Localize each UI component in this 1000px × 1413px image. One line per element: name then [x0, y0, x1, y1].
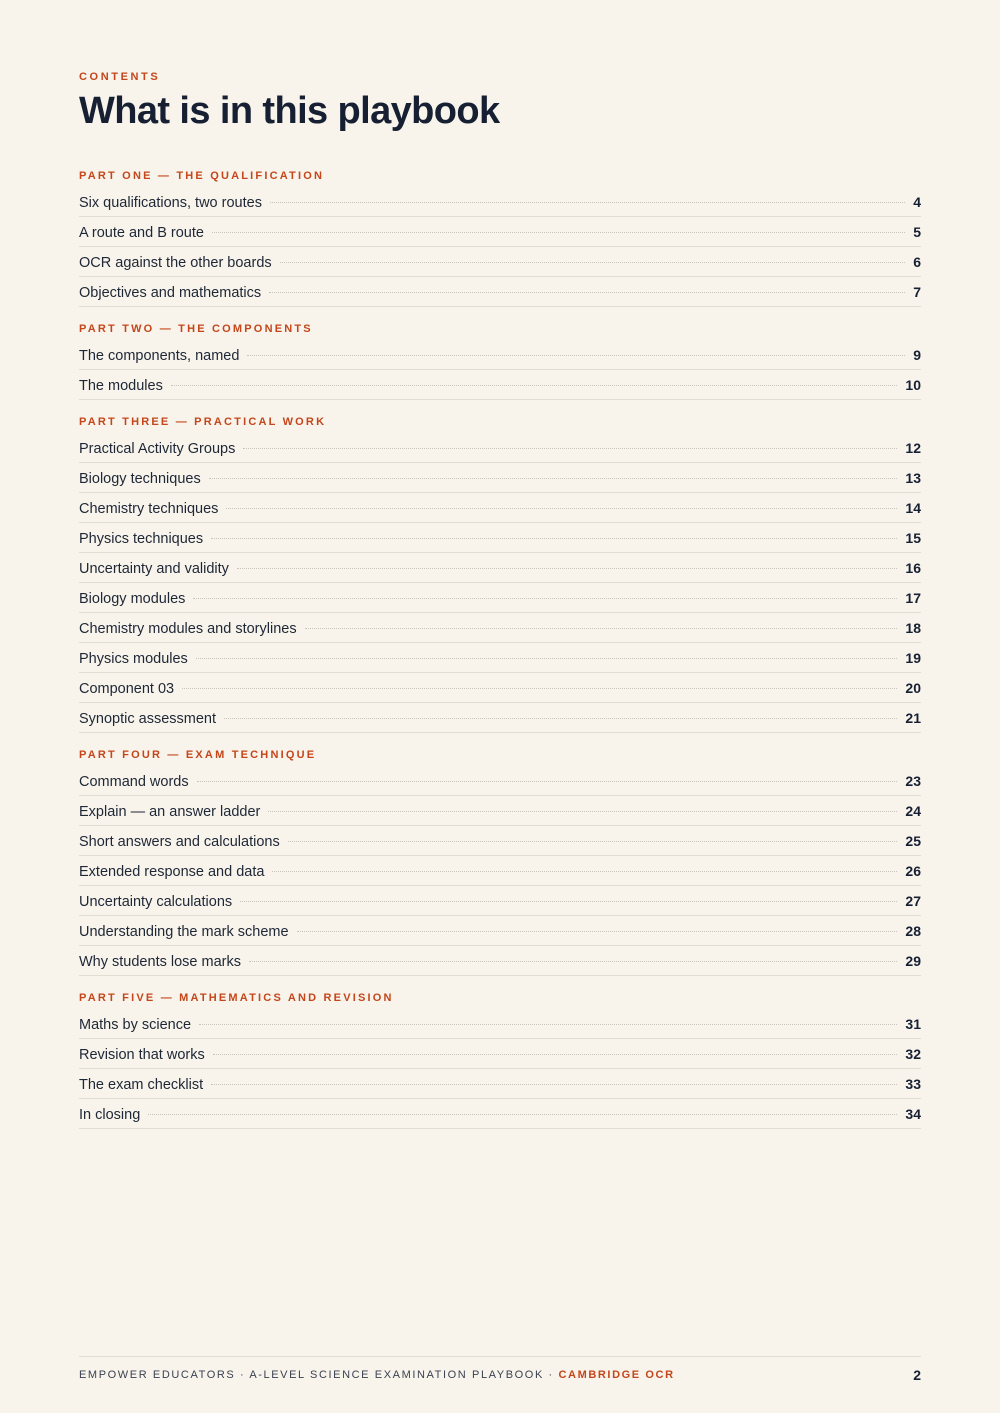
toc-entry-page-number: 24 — [905, 803, 921, 819]
toc-entry-page-number: 34 — [905, 1106, 921, 1122]
toc-entry[interactable] — [79, 463, 921, 493]
dot-leader — [182, 688, 897, 689]
toc-entry-label: The exam checklist — [79, 1077, 204, 1093]
toc-entry-label: Practical Activity Groups — [79, 441, 236, 457]
toc-entry-page-number: 9 — [913, 347, 921, 363]
toc-entry-page-number: 29 — [905, 953, 921, 969]
toc-entry-label: Short answers and calculations — [79, 834, 280, 850]
toc-entry[interactable] — [79, 1039, 921, 1069]
dot-leader — [240, 901, 897, 902]
toc-entry-label: Component 03 — [79, 681, 175, 697]
toc-entry[interactable] — [79, 766, 921, 796]
toc-entry-label: Physics techniques — [79, 531, 204, 547]
toc-entry-label: Biology modules — [79, 591, 186, 607]
footer-page-number: 2 — [913, 1367, 921, 1383]
dot-leader — [212, 232, 905, 233]
toc-entry-label: Explain — an answer ladder — [79, 804, 261, 820]
toc-entry[interactable] — [79, 370, 921, 400]
dot-leader — [249, 961, 897, 962]
toc-entry[interactable] — [79, 187, 921, 217]
toc-entry-label: Six qualifications, two routes — [79, 195, 262, 211]
toc-entry[interactable] — [79, 856, 921, 886]
toc-entry-page-number: 6 — [913, 254, 921, 270]
dot-leader — [269, 292, 905, 293]
toc-section — [79, 990, 921, 1129]
dot-leader — [199, 1024, 897, 1025]
dot-leader — [268, 811, 897, 812]
toc-entry-page-number: 26 — [905, 863, 921, 879]
dot-leader — [272, 871, 897, 872]
toc-entry-page-number: 17 — [905, 590, 921, 606]
footer-publication — [79, 1369, 675, 1381]
toc-entry-page-number: 15 — [905, 530, 921, 546]
toc-entry-label: Revision that works — [79, 1047, 205, 1063]
toc-entry[interactable] — [79, 553, 921, 583]
dot-leader — [209, 478, 898, 479]
section-heading: PART TWO — THE COMPONENTS — [79, 323, 313, 335]
section-heading: PART THREE — PRACTICAL WORK — [79, 416, 327, 428]
toc-entry[interactable] — [79, 1009, 921, 1039]
toc-entry-page-number: 10 — [905, 377, 921, 393]
dot-leader — [224, 718, 897, 719]
toc-entry-label: Physics modules — [79, 651, 188, 667]
toc-entry[interactable] — [79, 433, 921, 463]
toc-entry-page-number: 23 — [905, 773, 921, 789]
dot-leader — [270, 202, 905, 203]
toc-section — [79, 168, 921, 307]
toc-entry-page-number: 28 — [905, 923, 921, 939]
toc-entry-page-number: 4 — [913, 194, 921, 210]
dot-leader — [211, 538, 897, 539]
toc-entry-label: OCR against the other boards — [79, 255, 272, 271]
toc-entry-label: Extended response and data — [79, 864, 265, 880]
toc-entry[interactable] — [79, 340, 921, 370]
toc-entry-label: The components, named — [79, 348, 240, 364]
dot-leader — [197, 781, 898, 782]
toc-entry-page-number: 21 — [905, 710, 921, 726]
toc-section — [79, 321, 921, 400]
toc-entry-page-number: 5 — [913, 224, 921, 240]
table-of-contents — [79, 168, 921, 1143]
toc-entry-label: Why students lose marks — [79, 954, 241, 970]
toc-entry[interactable] — [79, 277, 921, 307]
toc-entry-label: Objectives and mathematics — [79, 285, 262, 301]
contents-eyebrow: CONTENTS — [79, 71, 161, 83]
toc-entry[interactable] — [79, 1099, 921, 1129]
dot-leader — [196, 658, 898, 659]
toc-entry[interactable] — [79, 673, 921, 703]
dot-leader — [226, 508, 897, 509]
toc-entry-page-number: 33 — [905, 1076, 921, 1092]
footer-publication-text: EMPOWER EDUCATORS · A-LEVEL SCIENCE EXAMINATION PLAYBOOK · — [79, 1369, 559, 1381]
toc-entry-label: Synoptic assessment — [79, 711, 217, 727]
dot-leader — [237, 568, 898, 569]
toc-entry-label: Chemistry modules and storylines — [79, 621, 297, 637]
toc-entry[interactable] — [79, 703, 921, 733]
page-footer — [79, 1356, 921, 1393]
toc-entry-page-number: 19 — [905, 650, 921, 666]
toc-entry-label: Command words — [79, 774, 189, 790]
toc-entry-page-number: 25 — [905, 833, 921, 849]
toc-entry-page-number: 7 — [913, 284, 921, 300]
footer-brand: CAMBRIDGE OCR — [558, 1369, 675, 1381]
toc-entry-page-number: 13 — [905, 470, 921, 486]
toc-entry[interactable] — [79, 217, 921, 247]
toc-entry-label: In closing — [79, 1107, 141, 1123]
toc-entry[interactable] — [79, 493, 921, 523]
toc-entry-label: Chemistry techniques — [79, 501, 219, 517]
section-heading: PART ONE — THE QUALIFICATION — [79, 170, 325, 182]
dot-leader — [193, 598, 897, 599]
toc-entry[interactable] — [79, 796, 921, 826]
dot-leader — [305, 628, 898, 629]
toc-entry[interactable] — [79, 613, 921, 643]
dot-leader — [243, 448, 897, 449]
toc-section — [79, 414, 921, 733]
contents-page — [79, 0, 921, 1413]
section-heading: PART FIVE — MATHEMATICS AND REVISION — [79, 992, 394, 1004]
dot-leader — [171, 385, 898, 386]
dot-leader — [213, 1054, 898, 1055]
dot-leader — [247, 355, 905, 356]
toc-entry-page-number: 27 — [905, 893, 921, 909]
toc-entry-page-number: 18 — [905, 620, 921, 636]
toc-entry[interactable] — [79, 946, 921, 976]
toc-entry-page-number: 20 — [905, 680, 921, 696]
toc-entry-page-number: 31 — [905, 1016, 921, 1032]
toc-entry-page-number: 16 — [905, 560, 921, 576]
dot-leader — [297, 931, 898, 932]
toc-entry-page-number: 12 — [905, 440, 921, 456]
section-heading: PART FOUR — EXAM TECHNIQUE — [79, 749, 317, 761]
toc-entry-page-number: 14 — [905, 500, 921, 516]
toc-entry-label: Understanding the mark scheme — [79, 924, 289, 940]
toc-section — [79, 747, 921, 976]
toc-entry-label: Biology techniques — [79, 471, 201, 487]
dot-leader — [148, 1114, 897, 1115]
toc-entry[interactable] — [79, 826, 921, 856]
page-title: What is in this playbook — [79, 90, 500, 132]
toc-entry[interactable] — [79, 583, 921, 613]
dot-leader — [288, 841, 898, 842]
toc-entry[interactable] — [79, 886, 921, 916]
dot-leader — [280, 262, 906, 263]
toc-entry-label: Maths by science — [79, 1017, 192, 1033]
toc-entry-label: The modules — [79, 378, 163, 394]
toc-entry[interactable] — [79, 1069, 921, 1099]
toc-entry[interactable] — [79, 916, 921, 946]
toc-entry[interactable] — [79, 643, 921, 673]
toc-entry-label: Uncertainty calculations — [79, 894, 233, 910]
toc-entry[interactable] — [79, 523, 921, 553]
dot-leader — [211, 1084, 897, 1085]
toc-entry-label: Uncertainty and validity — [79, 561, 229, 577]
toc-entry[interactable] — [79, 247, 921, 277]
toc-entry-page-number: 32 — [905, 1046, 921, 1062]
toc-entry-label: A route and B route — [79, 225, 204, 241]
